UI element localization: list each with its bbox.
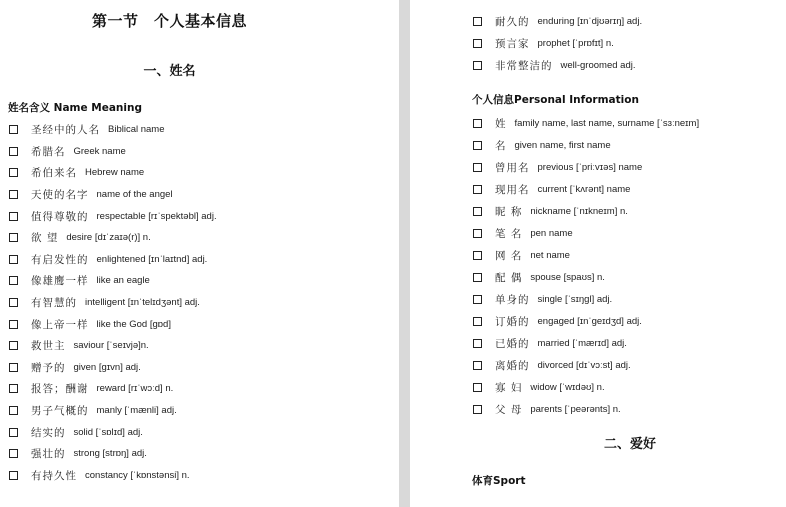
list-item: 名 given name, first name	[473, 134, 699, 156]
list-item: 寡 妇 widow [ˈwɪdəʊ] n.	[473, 376, 699, 398]
checkbox-icon[interactable]	[473, 251, 482, 260]
list-item: 报答；酬谢 reward [rɪˈwɔːd] n.	[9, 378, 217, 400]
checkbox-icon[interactable]	[9, 320, 18, 329]
section-heading-hobbies: 二、爱好	[603, 437, 656, 452]
list-item: 已婚的 married [ˈmærɪd] adj.	[473, 332, 699, 354]
checkbox-icon[interactable]	[9, 168, 18, 177]
checkbox-icon[interactable]	[9, 233, 18, 242]
list-item: 欲 望 desire [dɪˈzaɪə(r)] n.	[9, 227, 217, 249]
list-item: 曾用名 previous [ˈpriːvɪəs] name	[473, 156, 699, 178]
list-item: 有启发性的 enlightened [ɪnˈlaɪtnd] adj.	[9, 249, 217, 271]
list-item: 天使的名字 name of the angel	[9, 184, 217, 206]
list-item: 像雄鹰一样 like an eagle	[9, 270, 217, 292]
checkbox-icon[interactable]	[473, 273, 482, 282]
list-item: 希腊名 Greek name	[9, 141, 217, 163]
checkbox-icon[interactable]	[473, 61, 482, 70]
name-meaning-list-continued	[473, 10, 642, 76]
checkbox-icon[interactable]	[473, 405, 482, 414]
list-item: 男子气概的 manly [ˈmænli] adj.	[9, 400, 217, 422]
subheading-sport: 体育Sport	[472, 475, 526, 487]
checkbox-icon[interactable]	[473, 339, 482, 348]
list-item: 网 名 net name	[473, 244, 699, 266]
list-item: 姓 family name, last name, surname [ˈsɜːneɪm]	[473, 112, 699, 134]
list-item: 耐久的 enduring [ɪnˈdjʊərɪŋ] adj.	[473, 10, 642, 32]
checkbox-icon[interactable]	[9, 212, 18, 221]
checkbox-icon[interactable]	[9, 190, 18, 199]
checkbox-icon[interactable]	[473, 185, 482, 194]
section-heading-name: 一、姓名	[143, 64, 196, 79]
checkbox-icon[interactable]	[473, 229, 482, 238]
list-item: 圣经中的人名 Biblical name	[9, 119, 217, 141]
checkbox-icon[interactable]	[9, 471, 18, 480]
checkbox-icon[interactable]	[9, 147, 18, 156]
list-item: 救世主 saviour [ˈseɪvjə]n.	[9, 335, 217, 357]
checkbox-icon[interactable]	[9, 428, 18, 437]
page-title: 第一节 个人基本信息	[91, 12, 247, 30]
checkbox-icon[interactable]	[9, 406, 18, 415]
list-item: 现用名 current [ˈkʌrənt] name	[473, 178, 699, 200]
list-item: 预言家 prophet [ˈprɒfɪt] n.	[473, 32, 642, 54]
subheading-personal-information: 个人信息Personal Information	[472, 94, 639, 106]
list-item: 单身的 single [ˈsɪŋɡl] adj.	[473, 288, 699, 310]
list-item: 订婚的 engaged [ɪnˈɡeɪdʒd] adj.	[473, 310, 699, 332]
list-item: 希伯来名 Hebrew name	[9, 162, 217, 184]
checkbox-icon[interactable]	[473, 361, 482, 370]
checkbox-icon[interactable]	[473, 163, 482, 172]
checkbox-icon[interactable]	[473, 383, 482, 392]
checkbox-icon[interactable]	[9, 363, 18, 372]
personal-information-list	[473, 112, 699, 420]
page-gutter	[399, 0, 410, 507]
checkbox-icon[interactable]	[473, 207, 482, 216]
checkbox-icon[interactable]	[473, 39, 482, 48]
list-item: 父 母 parents [ˈpeərənts] n.	[473, 398, 699, 420]
list-item: 结实的 solid [ˈsɒlɪd] adj.	[9, 421, 217, 443]
right-page	[410, 0, 786, 507]
checkbox-icon[interactable]	[9, 341, 18, 350]
checkbox-icon[interactable]	[9, 384, 18, 393]
checkbox-icon[interactable]	[473, 119, 482, 128]
list-item: 有持久性 constancy [ˈkɒnstənsi] n.	[9, 465, 217, 487]
subheading-name-meaning: 姓名含义 Name Meaning	[8, 102, 142, 114]
checkbox-icon[interactable]	[9, 276, 18, 285]
checkbox-icon[interactable]	[9, 125, 18, 134]
list-item: 有智慧的 intelligent [ɪnˈtelɪdʒənt] adj.	[9, 292, 217, 314]
checkbox-icon[interactable]	[473, 295, 482, 304]
list-item: 笔 名 pen name	[473, 222, 699, 244]
checkbox-icon[interactable]	[9, 449, 18, 458]
list-item: 像上帝一样 like the God [ɡɒd]	[9, 313, 217, 335]
list-item: 非常整洁的 well-groomed adj.	[473, 54, 642, 76]
name-meaning-list	[9, 119, 217, 486]
checkbox-icon[interactable]	[9, 255, 18, 264]
checkbox-icon[interactable]	[473, 317, 482, 326]
list-item: 离婚的 divorced [dɪˈvɔːst] adj.	[473, 354, 699, 376]
list-item: 配 偶 spouse [spaʊs] n.	[473, 266, 699, 288]
checkbox-icon[interactable]	[473, 17, 482, 26]
list-item: 强壮的 strong [strɒŋ] adj.	[9, 443, 217, 465]
list-item: 昵 称 nickname [ˈnɪkneɪm] n.	[473, 200, 699, 222]
list-item: 赠予的 given [ɡɪvn] adj.	[9, 357, 217, 379]
checkbox-icon[interactable]	[9, 298, 18, 307]
checkbox-icon[interactable]	[473, 141, 482, 150]
list-item: 值得尊敬的 respectable [rɪˈspektəbl] adj.	[9, 205, 217, 227]
